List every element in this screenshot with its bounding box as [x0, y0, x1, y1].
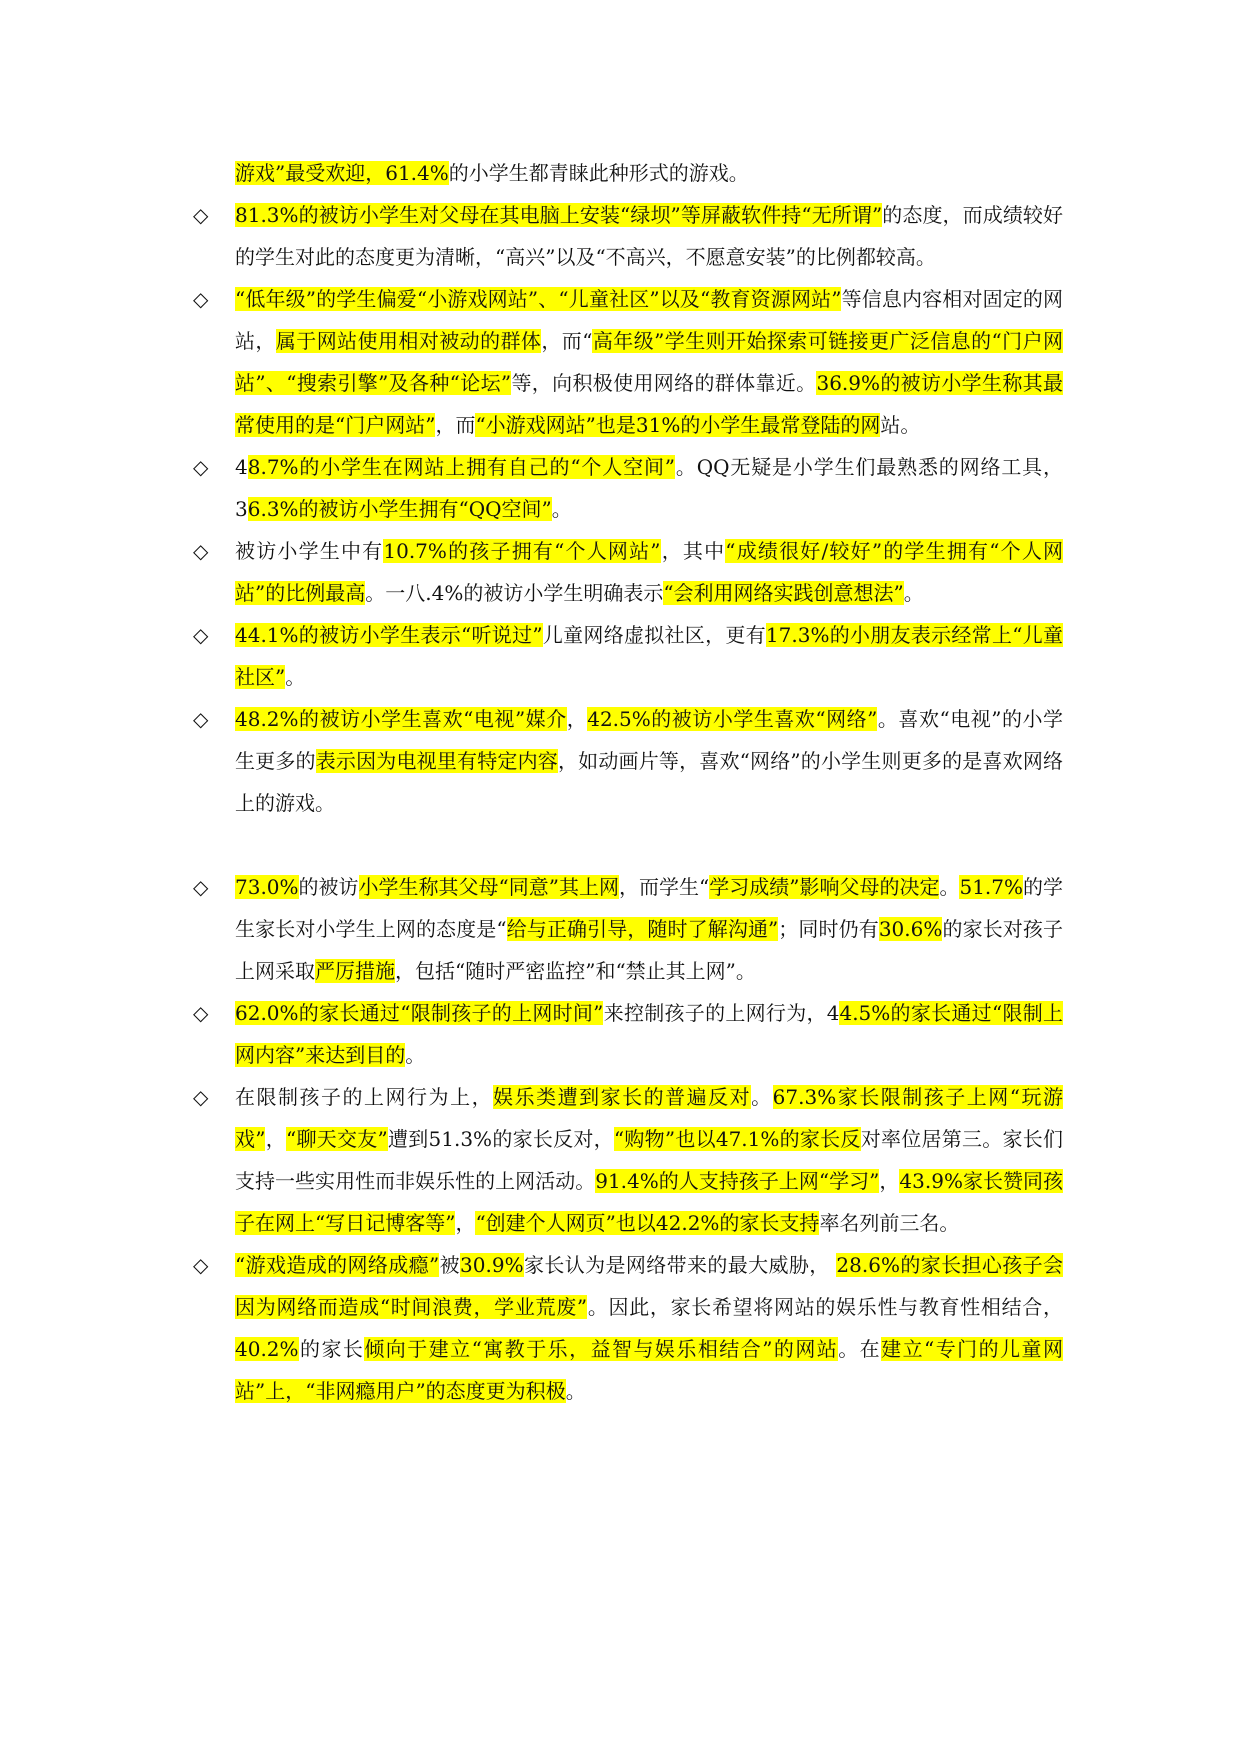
highlighted-text: 42.5%的被访小学生喜欢“网络”: [587, 707, 878, 731]
bullet-item: [193, 278, 1063, 446]
highlighted-text: 73.0%: [235, 875, 299, 899]
highlighted-text: 48.2%的被访小学生喜欢“电视”媒介: [235, 707, 567, 731]
bullet-text: [235, 1244, 1063, 1412]
diamond-bullet-icon: ◇: [193, 287, 209, 311]
text-segment: 来控制孩子的上网行为，4: [603, 1001, 840, 1025]
text-segment: 遭到51.3%的家长反对，: [387, 1127, 614, 1151]
highlighted-text: 30.6%: [878, 917, 943, 941]
text-segment: ，而: [435, 413, 476, 437]
highlighted-text: 学习成绩”影响父母的决定: [709, 875, 940, 899]
text-segment: 。: [751, 1085, 773, 1109]
highlighted-text: “会利用网络实践创意想法”: [663, 581, 904, 605]
bullet-item: [193, 530, 1063, 614]
text-segment: ，: [566, 707, 588, 731]
highlighted-text: 表示因为电视里有特定内容: [315, 749, 558, 773]
highlighted-text: 建立“专门的儿童网站”上，“非网瘾用户”的态度更为积极: [235, 1337, 1063, 1403]
bullet-text: [235, 530, 1063, 614]
highlighted-text: 6.3%的被访小学生拥有“QQ空间”: [247, 497, 552, 521]
text-segment: 的学生家长对小学生上网的态度是“: [235, 875, 1064, 941]
text-segment: 。: [565, 1379, 586, 1403]
text-segment: 。: [939, 875, 960, 899]
diamond-bullet-icon: ◇: [193, 1001, 209, 1025]
text-segment: 在限制孩子的上网行为上，: [235, 1085, 494, 1109]
text-segment: ，而“: [541, 329, 593, 353]
bullet-text: [235, 278, 1063, 446]
text-segment: 。一八.4%的被访小学生明确表示: [365, 581, 664, 605]
text-segment: 率名列前三名。: [819, 1211, 960, 1235]
bullet-text: [235, 992, 1063, 1076]
text-segment: 。: [285, 665, 306, 689]
text-segment: 对率位居第三。家长们支持一些实用性而非娱乐性的上网活动。: [235, 1127, 1064, 1193]
text-segment: 。喜欢“电视”的小学生更多的: [235, 707, 1064, 773]
bullet-item: [193, 446, 1063, 530]
bullet-text: [235, 194, 1063, 278]
text-segment: 站。: [880, 413, 921, 437]
highlighted-text: 67.3%家长限制孩子上网“玩游戏”: [235, 1085, 1064, 1151]
highlighted-text: 81.3%的被访小学生对父母在其电脑上安装“绿坝”等屏蔽软件持“无所谓”: [235, 203, 883, 227]
highlighted-text: 44.1%的被访小学生表示“听说过”: [235, 623, 543, 647]
highlighted-text: “成绩很好/较好”的学生拥有“个人网站”的比例最高: [235, 539, 1064, 605]
bullet-text: [235, 698, 1063, 824]
highlighted-text: 小学生称其父母“同意”其上网: [358, 875, 619, 899]
text-segment: 的态度，而成绩较好的学生对此的态度更为清晰，“高兴”以及“不高兴，不愿意安装”的比例都较高。: [235, 203, 1064, 269]
text-segment: ；同时仍有: [778, 917, 879, 941]
text-segment: 。: [551, 497, 572, 521]
text-segment: 的家长: [298, 1337, 365, 1361]
bullet-text: [235, 1076, 1063, 1244]
diamond-bullet-icon: ◇: [193, 875, 209, 899]
highlighted-text: “低年级”的学生偏爱“小游戏网站”、“儿童社区”以及“教育资源网站”: [235, 287, 842, 311]
highlighted-text: 40.2%: [235, 1337, 299, 1361]
highlighted-text: “创建个人网页”也以42.2%的家长支持: [475, 1211, 820, 1235]
text-segment: 家长认为是网络带来的最大威胁，: [523, 1253, 837, 1277]
bullet-item: [193, 1244, 1063, 1412]
highlighted-text: 62.0%的家长通过“限制孩子的上网时间”: [235, 1001, 604, 1025]
diamond-bullet-icon: ◇: [193, 1085, 209, 1109]
diamond-bullet-icon: ◇: [193, 1253, 209, 1277]
diamond-bullet-icon: ◇: [193, 203, 209, 227]
text-segment: 。: [903, 581, 924, 605]
highlighted-text: 36.9%的被访小学生称其最常使用的是“门户网站”: [235, 371, 1064, 437]
bullet-item: [193, 698, 1063, 824]
text-segment: ，而学生“: [619, 875, 710, 899]
continued-paragraph: [193, 152, 1063, 194]
text-segment: 。因此，家长希望将网站的娱乐性与教育性相结合，: [587, 1295, 1063, 1319]
highlighted-text: 30.9%: [460, 1253, 524, 1277]
document-body: [193, 152, 1063, 1412]
highlighted-text: 给与正确引导，随时了解沟通”: [506, 917, 779, 941]
text-segment: 的被访: [298, 875, 359, 899]
highlighted-text: 娱乐类遭到家长的普遍反对: [493, 1085, 752, 1109]
highlighted-text: 8.7%的小学生在网站上拥有自己的“个人空间”: [247, 455, 676, 479]
text-segment: ，: [265, 1127, 286, 1151]
text-segment: 被访小学生中有: [235, 539, 384, 563]
highlighted-text: 28.6%的家长担心孩子会因为网络而造成“时间浪费，学业荒废”: [235, 1253, 1064, 1319]
bullet-text: [235, 446, 1063, 530]
highlighted-text: 91.4%的人支持孩子上网“学习”: [595, 1169, 880, 1193]
highlighted-text: 游戏”最受欢迎，61.4%: [235, 161, 449, 185]
blank-line: [193, 824, 1063, 866]
text-segment: 被: [439, 1253, 461, 1277]
bullet-item: [193, 992, 1063, 1076]
text-segment: ，: [879, 1169, 900, 1193]
text-segment: 4: [235, 455, 248, 479]
text-segment: 的家长对孩子上网采取: [235, 917, 1064, 983]
highlighted-text: 倾向于建立“寓教于乐，益智与娱乐相结合”的网站: [364, 1337, 839, 1361]
highlighted-text: “购物”也以47.1%的家长反: [613, 1127, 861, 1151]
highlighted-text: 10.7%的孩子拥有“个人网站”: [383, 539, 661, 563]
text-segment: ，包括“随时严密监控”和“禁止其上网”。: [395, 959, 756, 983]
highlighted-text: “小游戏网站”也是31%的小学生最常登陆的网: [475, 413, 881, 437]
highlighted-text: 高年级”学生则开始探索可链接更广泛信息的“门户网站”、“搜索引擎”及各种“论坛”: [235, 329, 1064, 395]
bullet-item: [193, 194, 1063, 278]
highlighted-text: 51.7%: [959, 875, 1024, 899]
text-segment: ，其中: [660, 539, 726, 563]
text-segment: 。在: [838, 1337, 882, 1361]
text-segment: ，如动画片等，喜欢“网络”的小学生则更多的是喜欢网络上的游戏。: [235, 749, 1064, 815]
highlighted-text: “聊天交友”: [286, 1127, 388, 1151]
diamond-bullet-icon: ◇: [193, 623, 209, 647]
bullet-text: [235, 866, 1063, 992]
text-segment: ，: [455, 1211, 476, 1235]
highlighted-text: 严厉措施: [315, 959, 395, 983]
text-segment: 等信息内容相对固定的网站，: [235, 287, 1064, 353]
highlighted-text: 17.3%的小朋友表示经常上“儿童社区”: [235, 623, 1064, 689]
bullet-item: [193, 1076, 1063, 1244]
bullet-item: [193, 866, 1063, 992]
text-segment: 的小学生都青睐此种形式的游戏。: [448, 161, 749, 185]
diamond-bullet-icon: ◇: [193, 539, 209, 563]
text-segment: 。: [405, 1043, 426, 1067]
text-segment: 等，向积极使用网络的群体靠近。: [511, 371, 817, 395]
bullet-text: [235, 614, 1063, 698]
diamond-bullet-icon: ◇: [193, 707, 209, 731]
diamond-bullet-icon: ◇: [193, 455, 209, 479]
bullet-item: [193, 614, 1063, 698]
text-segment: 。QQ无疑是小学生们最熟悉的网络工具， 3: [235, 455, 1064, 521]
highlighted-text: 属于网站使用相对被动的群体: [275, 329, 542, 353]
text-segment: 儿童网络虚拟社区，更有: [542, 623, 766, 647]
highlighted-text: “游戏造成的网络成瘾”: [235, 1253, 440, 1277]
highlighted-text: 43.9%家长赞同孩子在网上“写日记博客等”: [235, 1169, 1064, 1235]
highlighted-text: 4.5%的家长通过“限制上网内容”来达到目的: [235, 1001, 1063, 1067]
